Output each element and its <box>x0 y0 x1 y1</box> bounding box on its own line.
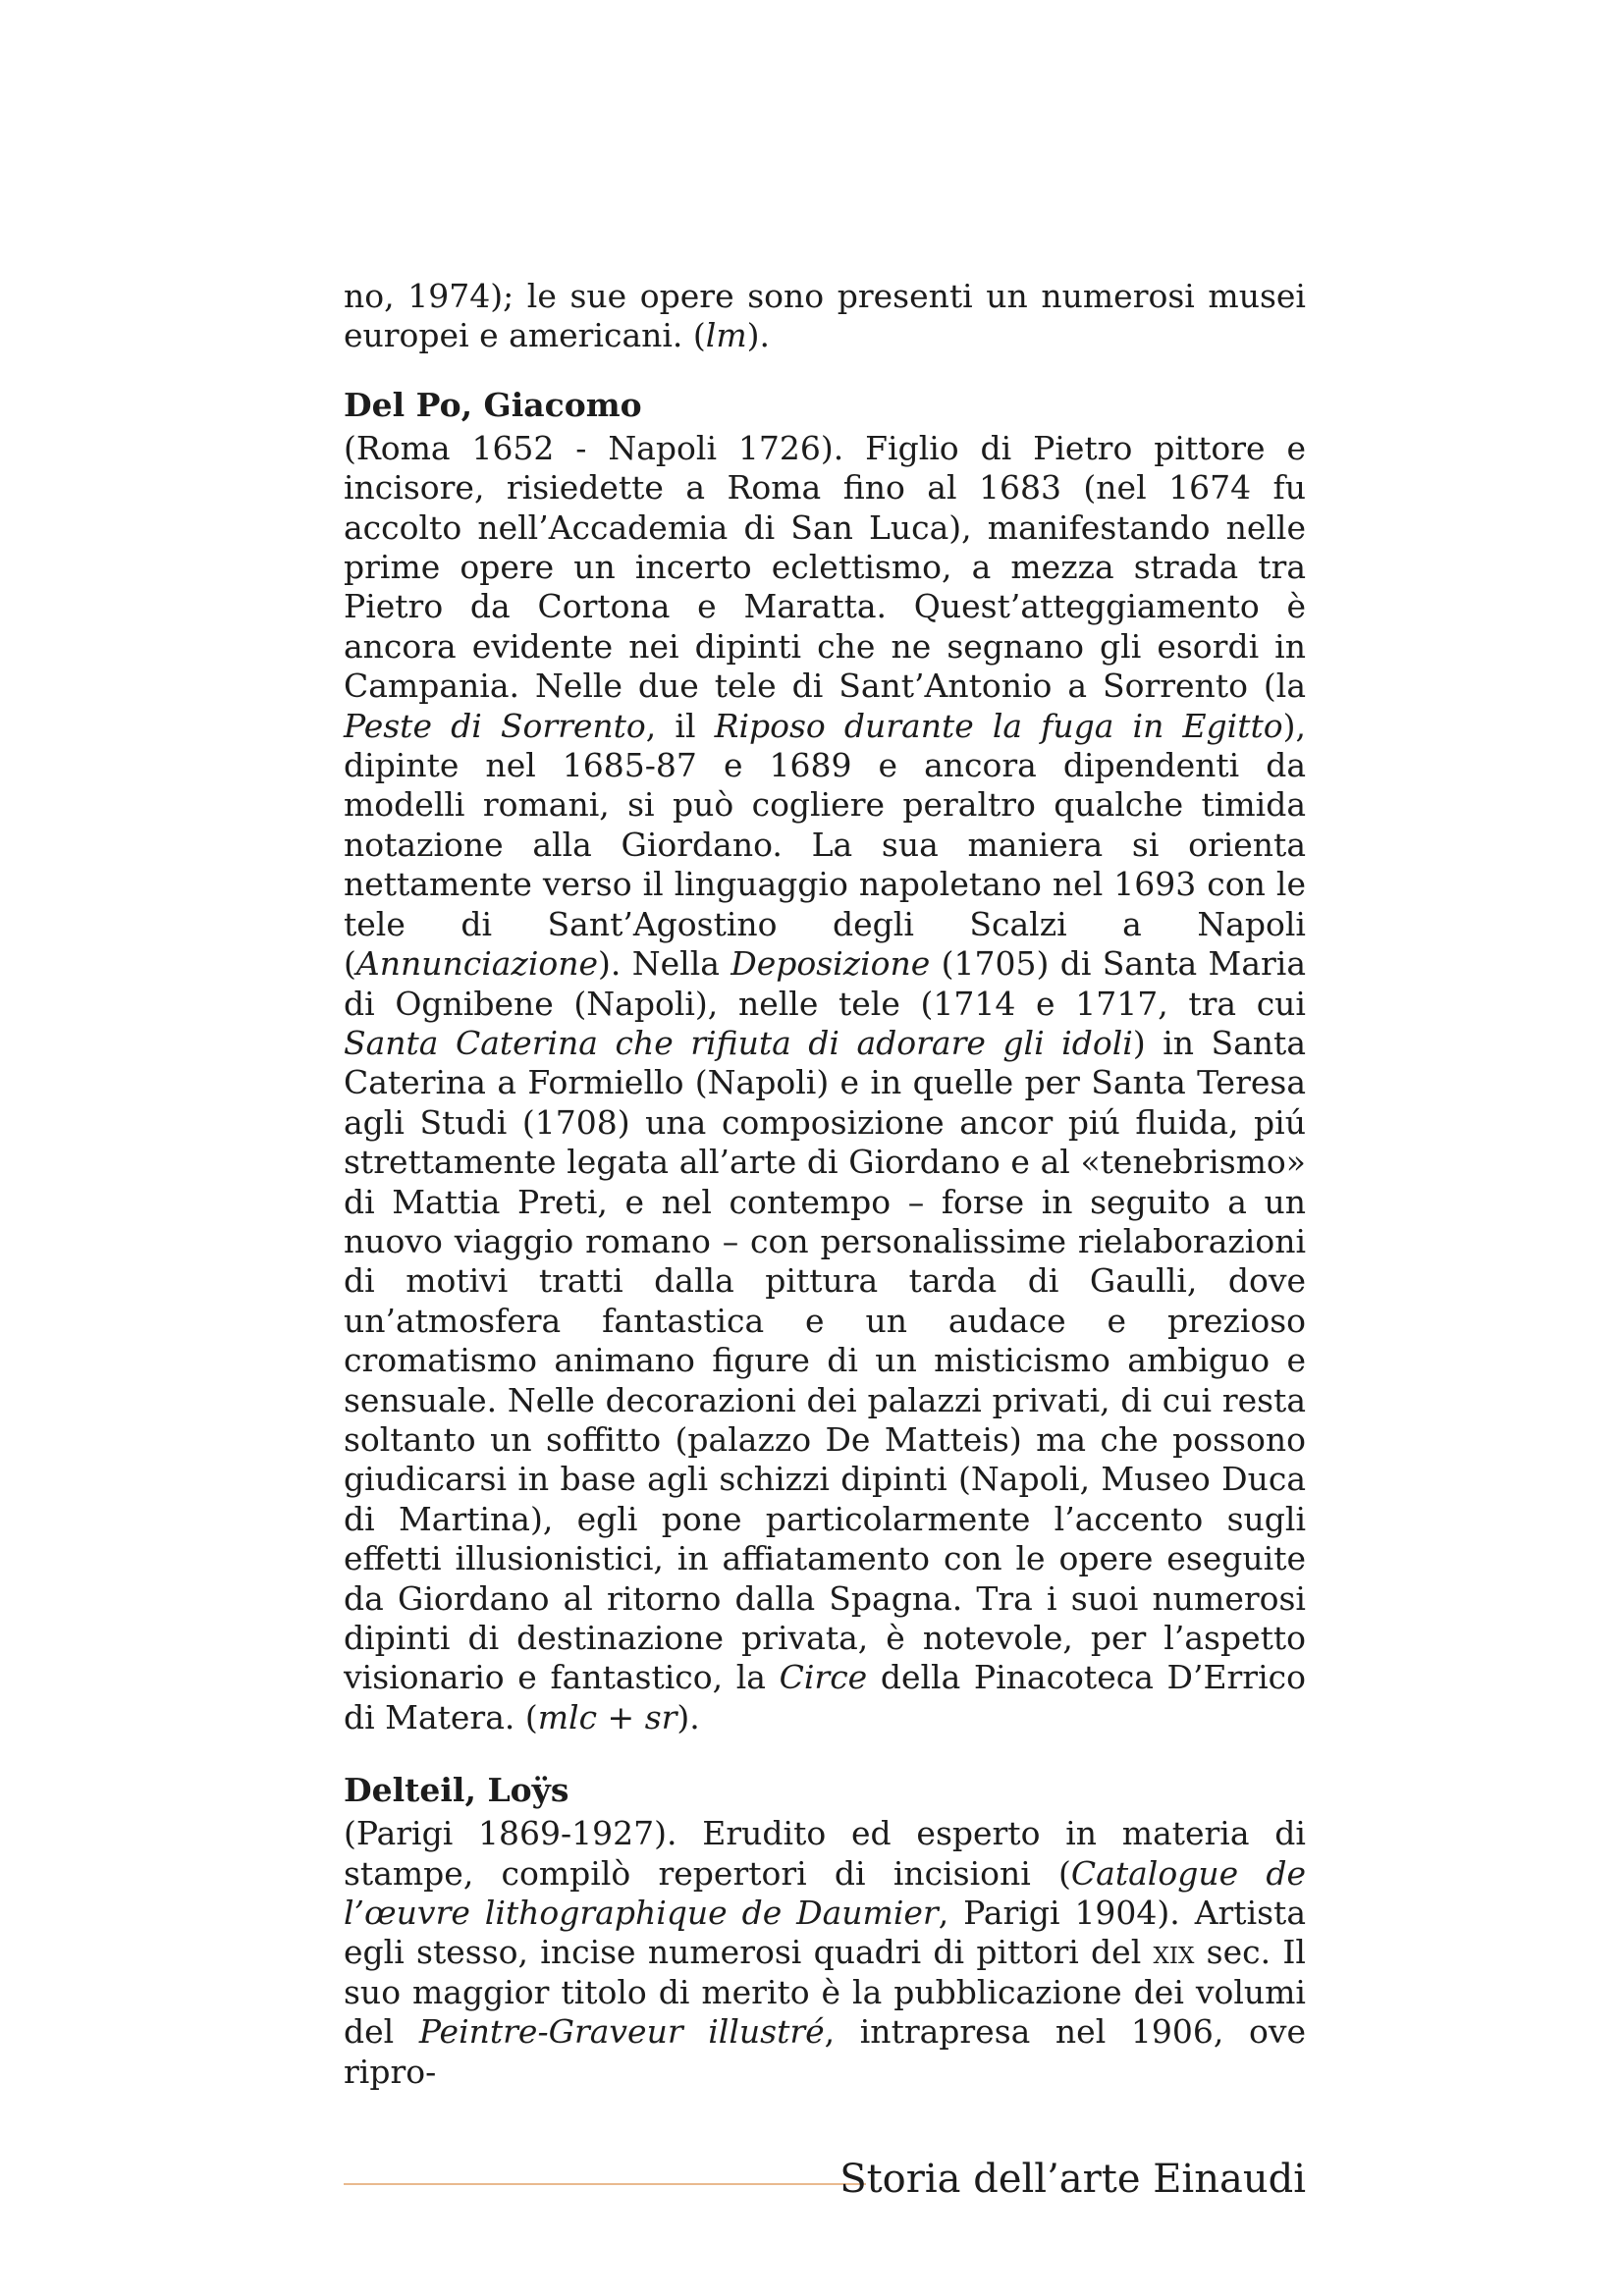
italic-title: Peintre-Graveur illustré <box>418 2012 825 2052</box>
italic-title: mlc + sr <box>537 1697 677 1736</box>
body-text: ). <box>676 1697 700 1736</box>
italic-title: Peste di Sorrento <box>344 706 646 745</box>
italic-title: Deposizione <box>730 944 931 984</box>
italic-title: Circe <box>779 1658 868 1697</box>
entry-heading-del-po: Del Po, Giacomo <box>344 385 642 424</box>
text-column <box>344 277 1306 2092</box>
body-text: (Parigi 1869-1927). Erudito ed esperto in materia di stampe, compilò repertori di incisioni ( <box>344 1814 1306 1893</box>
italic-title: Annunciazione <box>355 944 599 984</box>
entry-body-del-po <box>344 429 1306 1737</box>
author-initials: lm <box>705 316 747 355</box>
continuation-paragraph: no, 1974); le sue opere sono presenti un numerosi musei europei e americani. (lm). <box>344 277 1306 355</box>
footer-rule <box>344 2183 866 2185</box>
body-text: ), dipinte nel 1685-87 e 1689 e ancora dipendenti da modelli romani, si può cogliere peraltro qualche timida notazione alla Giordano. La sua maniera si orienta nettamente verso il linguaggio napoletano nel 1693 con le tele di Sant’Agostino degli Scalzi a Napoli ( <box>344 706 1306 984</box>
body-text: , Parigi 1904). Artista egli stesso, incise numerosi quadri di pittori del <box>344 1894 1306 1972</box>
body-text: (Roma 1652 - Napoli 1726). Figlio di Pietro pittore e incisore, risiedette a Roma fino al 1683 (nel 1674 fu accolto nell’Accademia di San Luca), manifestando nelle prime opere un incerto eclettismo, a mezza strada tra Pietro da Cortona e Maratta. Quest’atteggiamento è ancora evidente nei dipinti che ne segnano gli esordi in Campania. Nelle due tele di Sant’Antonio a Sorrento (la <box>344 428 1306 706</box>
body-text: , il <box>645 706 715 745</box>
body-text: ). Nella <box>598 944 731 984</box>
entry-body-delteil <box>344 1814 1306 2092</box>
italic-title: Catalogue de l’œuvre lithographique de Daumier <box>344 1853 1306 1933</box>
body-text: , intrapresa nel 1906, ove ripro- <box>344 2012 1306 2091</box>
italic-title: Riposo durante la fuga in Egitto <box>714 706 1283 745</box>
body-text: sec. Il suo maggior titolo di merito è la pubblicazione dei volumi del <box>344 1933 1306 2052</box>
body-text: (1705) di Santa Maria di Ognibene (Napoli), nelle tele (1714 e 1717, tra cui <box>344 944 1306 1023</box>
body-text: ) in Santa Caterina a Formiello (Napoli) e in quelle per Santa Teresa agli Studi (1708) una composizione ancor piú fluida, piú strettamente legata all’arte di Giordano e al «tenebrismo» di Mattia Preti, e nel contempo – forse in seguito a un nuovo viaggio romano – con personalissime rielaborazioni di motivi tratti dalla pittura tarda di Gaulli, dove un’atmosfera fantastica e un audace e prezioso cromatismo animano figure di un misticismo ambiguo e sensuale. Nelle decorazioni dei palazzi privati, di cui resta soltanto un soffitto (palazzo De Matteis) ma che possono giudicarsi in base agli schizzi dipinti (Napoli, Museo Duca di Martina), egli pone particolarmente l’accento sugli effetti illusionistici, in affiatamento con le opere eseguite da Giordano al ritorno dalla Spagna. Tra i suoi numerosi dipinti di destinazione privata, è notevole, per l’aspetto visionario e fantastico, la <box>344 1023 1306 1697</box>
entry-heading-delteil: Delteil, Loÿs <box>344 1771 569 1810</box>
italic-title: Santa Caterina che rifiuta di adorare gli idoli <box>344 1023 1133 1062</box>
body-text: della Pinacoteca D’Errico di Matera. ( <box>344 1658 1306 1736</box>
roman-numeral: xix <box>1153 1933 1195 1972</box>
footer-publication-title: Storia dell’arte Einaudi <box>839 2157 1306 2202</box>
